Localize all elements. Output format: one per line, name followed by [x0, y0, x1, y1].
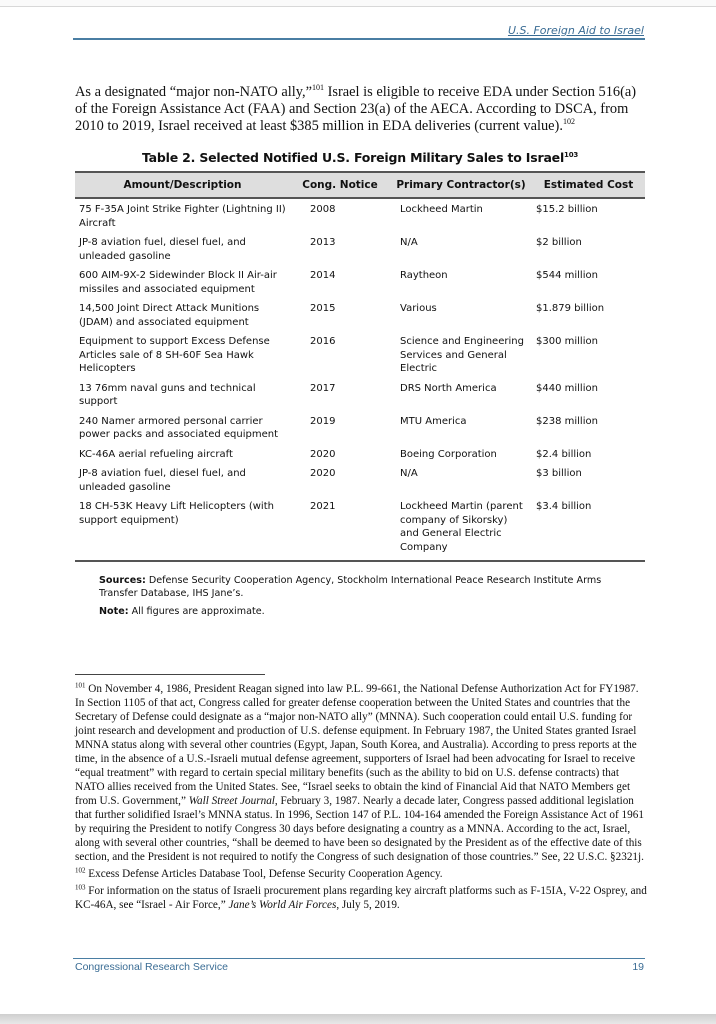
cell-contractor: Boeing Corporation — [400, 448, 497, 460]
table-row — [75, 463, 645, 496]
cell-cong-notice: 2021 — [290, 496, 390, 561]
cell-cong-notice: 2014 — [310, 270, 336, 281]
cell-description: 18 CH-53K Heavy Lift Helicopters (with support equipment) — [75, 496, 290, 561]
column-header-cong-notice: Cong. Notice — [290, 172, 390, 198]
cell-description: KC-46A aerial refueling aircraft — [79, 448, 233, 460]
table-row — [75, 496, 645, 561]
table-row — [75, 331, 645, 378]
cell-cost: $440 million — [536, 382, 598, 394]
cell-description: 240 Namer armored personal carrier power packs and associated equipment — [79, 415, 279, 440]
footnote-text: Excess Defense Articles Database Tool, Defense Security Cooperation Agency. — [85, 868, 443, 880]
table-row — [75, 232, 645, 265]
cell-cost: $544 million — [536, 270, 598, 281]
footnote-number: 102 — [75, 866, 86, 875]
cell-description: JP-8 aviation fuel, diesel fuel, and unleaded gasoline — [79, 237, 246, 262]
footnote-tail: , February 3, 1987. Nearly a decade later, Congress passed additional legislation that further solidified Israel’s MNNA status. In 1996, Section 147 of P.L. 104-164 amended the Foreign Assistance Act of 1961 by requiring the President to notify Congress 30 days before designating a country as a MNNA. According to the act, Israel, along with several other countries, “shall be deemed to have been so designated by the President as of the effective date of this section, and the President is not required to notify the Congress of such designation of those countries.” See, 22 U.S.C. §2321j. — [75, 795, 644, 863]
footnote-ref-103[interactable]: 103 — [564, 150, 579, 159]
cell-description: 75 F-35A Joint Strike Fighter (Lightning II) Aircraft — [79, 204, 286, 229]
intro-paragraph — [75, 84, 645, 135]
page-number: 19 — [632, 961, 644, 973]
cell-description: 13 76mm naval guns and technical support — [79, 382, 256, 407]
table-row — [75, 378, 645, 411]
table-header-row — [75, 172, 645, 198]
footnote-italic: Wall Street Journal — [188, 795, 275, 807]
cell-cong-notice: 2020 — [310, 468, 336, 479]
cell-cong-notice: 2015 — [310, 303, 336, 314]
cell-description: 14,500 Joint Direct Attack Munitions (JDAM) and associated equipment — [79, 303, 260, 328]
table-notes — [99, 574, 639, 623]
cell-cost: $300 million — [536, 336, 598, 347]
footnotes — [75, 682, 647, 915]
footnote-text: On November 4, 1986, President Reagan signed into law P.L. 99-661, the National Defense Authorization Act for FY1987. In Section 1105 of that act, Congress called for greater defense cooperation between the United States and countries that the Secretary of Defense could designate as a “major non-NATO ally” (MNNA). Such cooperation could entail U.S. funding for joint research and development and production of U.S. defense equipment. In February 1987, the United States granted Israel MNNA status along with several other countries (Egypt, Japan, South Korea, and Australia). According to press reports at the time, in the absence of a U.S.-Israeli mutual defense agreement, supporters of Israel had been advocating for Israel to receive “equal treatment” with regard to certain special military benefits (such as the ability to bid on U.S. defense contracts) that NATO allies received from the United States. See, “Israel seeks to obtain the kind of Financial Aid that NATO Members get from U.S. Government,” — [75, 683, 639, 807]
cell-cost: $3 billion — [536, 468, 582, 479]
cell-contractor: DRS North America — [400, 382, 497, 394]
intro-text-a: As a designated “major non-NATO ally,” — [75, 84, 312, 100]
cell-cost: $1.879 billion — [536, 303, 605, 314]
footnote-separator — [75, 674, 265, 675]
footnote-number: 103 — [75, 883, 86, 892]
cell-contractor: Raytheon — [400, 270, 448, 281]
cell-description: JP-8 aviation fuel, diesel fuel, and unleaded gasoline — [79, 468, 246, 493]
footnote-102 — [75, 867, 647, 881]
footnote-103 — [75, 884, 647, 912]
running-header-title: U.S. Foreign Aid to Israel — [507, 24, 644, 37]
cell-cost: $2.4 billion — [536, 448, 592, 460]
cell-contractor: N/A — [400, 237, 418, 248]
note-text: All figures are approximate. — [128, 606, 265, 617]
sources-label: Sources: — [99, 575, 146, 586]
column-header-contractor: Primary Contractor(s) — [390, 172, 532, 198]
footnote-text: For information on the status of Israeli procurement plans regarding key aircraft platforms such as F-15IA, V-22 Osprey, and KC-46A, see “Israel - Air Force,” — [75, 885, 647, 911]
column-header-cost: Estimated Cost — [532, 172, 645, 198]
cell-contractor: N/A — [400, 468, 418, 479]
cell-cong-notice: 2016 — [310, 336, 336, 347]
cell-cong-notice: 2008 — [310, 204, 336, 215]
sources-text: Defense Security Cooperation Agency, Stockholm International Peace Research Institute Arms Transfer Database, IHS Jane’s. — [99, 575, 602, 599]
cell-cong-notice: 2020 — [310, 448, 336, 460]
cell-cost: $3.4 billion — [532, 496, 645, 561]
footnote-101 — [75, 682, 647, 864]
cell-contractor: Science and Engineering Services and General Electric — [400, 336, 524, 374]
sources-note — [99, 574, 639, 600]
footnote-italic: Jane’s World Air Forces — [228, 899, 337, 911]
viewer-bottom-edge — [0, 1014, 716, 1024]
footer-rule — [73, 958, 645, 959]
cell-contractor: Lockheed Martin — [400, 204, 483, 215]
footnote-ref-102[interactable]: 102 — [562, 117, 575, 127]
fms-table — [75, 171, 645, 562]
footnote-ref-101[interactable]: 101 — [311, 83, 324, 93]
table-body — [75, 198, 645, 561]
cell-cong-notice: 2019 — [310, 415, 336, 427]
table-title — [75, 150, 645, 165]
footer-publisher: Congressional Research Service — [75, 961, 228, 973]
cell-cost: $2 billion — [536, 237, 582, 248]
table-row — [75, 198, 645, 232]
cell-cong-notice: 2017 — [310, 382, 336, 394]
table-row — [75, 411, 645, 444]
approximation-note — [99, 605, 639, 618]
note-label: Note: — [99, 606, 129, 617]
table-row — [75, 298, 645, 331]
intro-text-b: Israel is eligible to receive EDA under Section 516(a) of the Foreign Assistance Act (FAA) and Section 23(a) of the AECA. According to DSCA, from 2010 to 2019, Israel received at least $385 million in EDA deliveries (current value). — [75, 84, 637, 134]
cell-description: 600 AIM-9X-2 Sidewinder Block II Air-air missiles and associated equipment — [79, 270, 277, 295]
footnote-number: 101 — [75, 681, 86, 690]
footnote-tail: , July 5, 2019. — [336, 899, 400, 911]
cell-contractor: Lockheed Martin (parent company of Sikorsky) and General Electric Company — [390, 496, 532, 561]
cell-description: Equipment to support Excess Defense Articles sale of 8 SH-60F Sea Hawk Helicopters — [79, 336, 270, 374]
table-title-text: Table 2. Selected Notified U.S. Foreign Military Sales to Israel — [141, 150, 565, 165]
cell-cost: $238 million — [536, 415, 598, 427]
table-row — [75, 444, 645, 464]
column-header-description: Amount/Description — [75, 172, 290, 198]
table-row — [75, 265, 645, 298]
cell-contractor: Various — [400, 303, 437, 314]
cell-cost: $15.2 billion — [536, 204, 598, 215]
viewer-top-edge — [0, 0, 716, 7]
cell-cong-notice: 2013 — [310, 237, 336, 248]
cell-contractor: MTU America — [400, 415, 467, 427]
header-rule — [73, 38, 645, 40]
